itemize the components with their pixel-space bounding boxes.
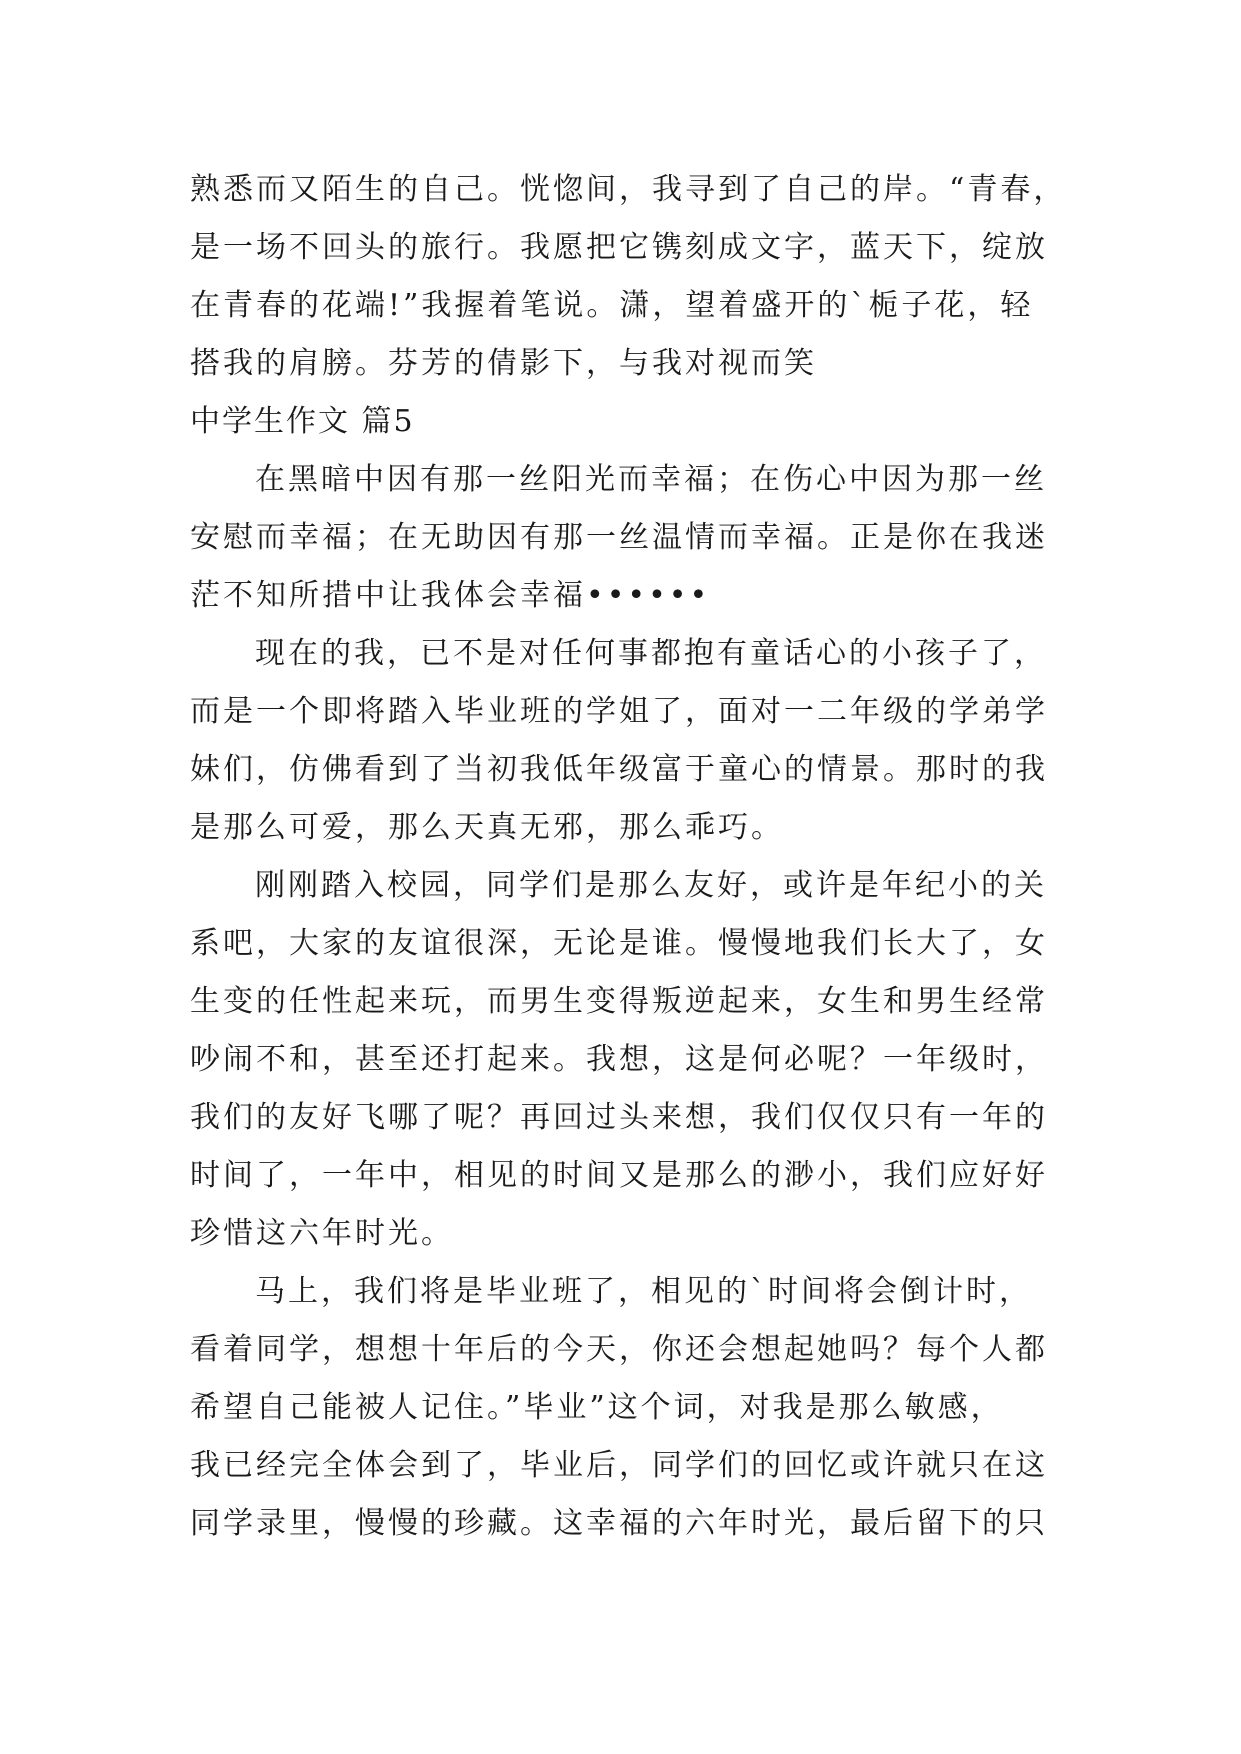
- text-line: 时间了，一年中，相见的时间又是那么的渺小，我们应好好: [190, 1158, 1048, 1193]
- text-line: 而是一个即将踏入毕业班的学姐了，面对一二年级的学弟学: [190, 694, 1048, 729]
- text-line: 吵闹不和，甚至还打起来。我想，这是何必呢？一年级时，: [190, 1042, 1048, 1077]
- text-line: 珍惜这六年时光。: [190, 1216, 454, 1251]
- text-line: 马上，我们将是毕业班了，相见的`时间将会倒计时，: [255, 1274, 1032, 1309]
- text-line: 系吧，大家的友谊很深，无论是谁。慢慢地我们长大了，女: [190, 926, 1048, 961]
- text-line: 茫不知所措中让我体会幸福••••••: [190, 578, 711, 613]
- text-line: 刚刚踏入校园，同学们是那么友好，或许是年纪小的关: [255, 868, 1047, 903]
- text-line: 搭我的肩膀。芬芳的倩影下，与我对视而笑: [190, 346, 817, 381]
- text-line: 现在的我，已不是对任何事都抱有童话心的小孩子了，: [255, 636, 1047, 671]
- text-line: 我已经完全体会到了，毕业后，同学们的回忆或许就只在这: [190, 1448, 1048, 1483]
- text-line: 是那么可爱，那么天真无邪，那么乖巧。: [190, 810, 784, 845]
- text-line: 在黑暗中因有那一丝阳光而幸福；在伤心中因为那一丝: [255, 462, 1047, 497]
- text-line: 生变的任性起来玩，而男生变得叛逆起来，女生和男生经常: [190, 984, 1048, 1019]
- text-line: 同学录里，慢慢的珍藏。这幸福的六年时光，最后留下的只: [190, 1506, 1048, 1541]
- text-line: 是一场不回头的旅行。我愿把它镌刻成文字，蓝天下，绽放: [190, 230, 1048, 265]
- text-line: 熟悉而又陌生的自己。恍惚间，我寻到了自己的岸。“青春，: [190, 172, 1067, 207]
- text-line: 看着同学，想想十年后的今天，你还会想起她吗？每个人都: [190, 1332, 1048, 1367]
- text-line: 妹们，仿佛看到了当初我低年级富于童心的情景。那时的我: [190, 752, 1048, 787]
- text-line: 安慰而幸福；在无助因有那一丝温情而幸福。正是你在我迷: [190, 520, 1048, 555]
- text-line: 希望自己能被人记住。”毕业”这个词，对我是那么敏感，: [190, 1390, 1004, 1425]
- text-line: 我们的友好飞哪了呢？再回过头来想，我们仅仅只有一年的: [190, 1100, 1048, 1135]
- text-line: 在青春的花端!”我握着笔说。潇，望着盛开的`栀子花，轻: [190, 288, 1034, 323]
- section-heading: 中学生作文 篇5: [190, 404, 415, 439]
